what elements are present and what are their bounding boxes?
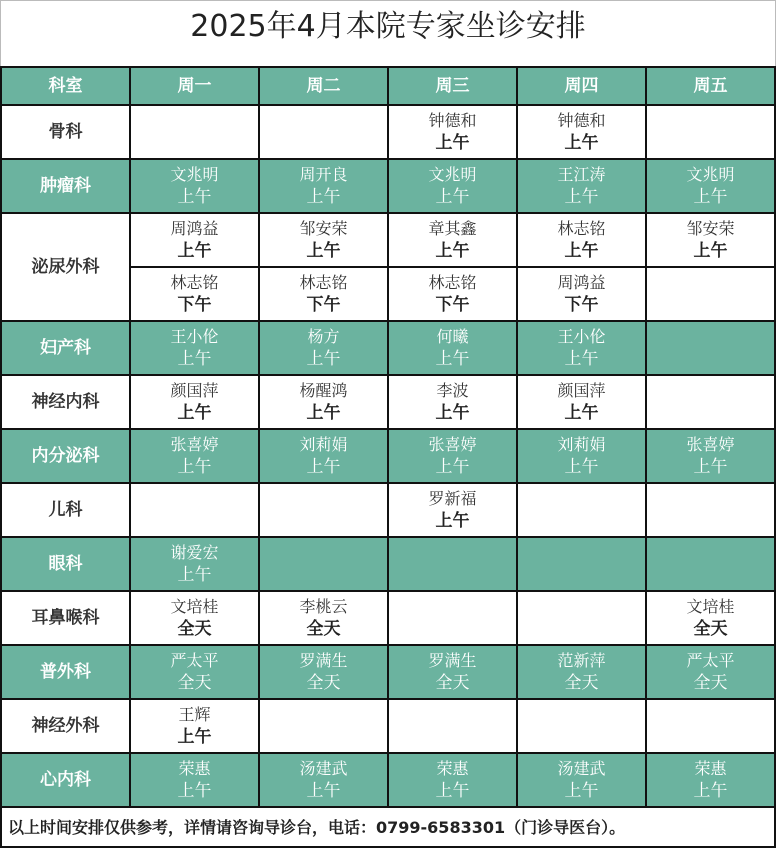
session-time: 上午 (177, 241, 212, 261)
table-header-row (1, 67, 775, 105)
schedule-cell (646, 105, 775, 159)
table-row (1, 159, 775, 213)
schedule-cell (646, 537, 775, 591)
schedule-cell (130, 105, 259, 159)
doctor-name: 严太平 (170, 651, 219, 670)
schedule-cell (646, 375, 775, 429)
session-time: 上午 (435, 403, 470, 423)
session-time: 全天 (177, 619, 212, 639)
table-row (1, 429, 775, 483)
schedule-cell (259, 375, 388, 429)
session-time: 上午 (564, 403, 599, 423)
doctor-name: 杨醒鸿 (299, 381, 348, 400)
doctor-name: 文兆明 (428, 165, 477, 184)
doctor-name: 林志铭 (299, 273, 348, 292)
schedule-cell (517, 267, 646, 321)
doctor-name: 刘莉娟 (299, 435, 348, 454)
schedule-cell (646, 753, 775, 807)
table-row (1, 645, 775, 699)
schedule-cell (517, 213, 646, 267)
doctor-name: 严太平 (686, 651, 735, 670)
schedule-cell (259, 159, 388, 213)
schedule-cell (646, 591, 775, 645)
session-time: 上午 (564, 187, 599, 207)
doctor-name: 文培桂 (170, 597, 219, 616)
schedule-cell (130, 375, 259, 429)
session-time: 下午 (306, 295, 341, 315)
doctor-name: 罗满生 (299, 651, 348, 670)
session-time: 下午 (435, 295, 470, 315)
doctor-name: 刘莉娟 (557, 435, 606, 454)
schedule-cell (646, 429, 775, 483)
doctor-name: 颜国萍 (557, 381, 606, 400)
session-time: 全天 (564, 673, 599, 693)
schedule-cell (388, 159, 517, 213)
session-time: 上午 (177, 457, 212, 477)
doctor-name: 张喜婷 (428, 435, 477, 454)
dept-cell: 妇产科 (1, 321, 130, 375)
header-day: 周四 (517, 67, 646, 105)
table-row (1, 537, 775, 591)
header-day: 周三 (388, 67, 517, 105)
dept-cell: 神经内科 (1, 375, 130, 429)
session-time: 上午 (177, 781, 212, 801)
schedule-cell (259, 267, 388, 321)
session-time: 全天 (177, 673, 212, 693)
session-time: 上午 (564, 457, 599, 477)
schedule-cell (259, 753, 388, 807)
schedule-cell (388, 267, 517, 321)
schedule-cell (130, 159, 259, 213)
dept-cell: 神经外科 (1, 699, 130, 753)
doctor-name: 汤建武 (299, 759, 348, 778)
session-time: 上午 (306, 241, 341, 261)
session-time: 上午 (306, 457, 341, 477)
session-time: 上午 (435, 241, 470, 261)
session-time: 上午 (564, 349, 599, 369)
session-time: 上午 (435, 457, 470, 477)
schedule-cell (646, 213, 775, 267)
session-time: 上午 (435, 349, 470, 369)
doctor-name: 汤建武 (557, 759, 606, 778)
header-day: 周五 (646, 67, 775, 105)
doctor-name: 杨方 (307, 327, 340, 346)
dept-cell: 耳鼻喉科 (1, 591, 130, 645)
session-time: 全天 (306, 619, 341, 639)
doctor-name: 王小伦 (557, 327, 606, 346)
session-time: 上午 (177, 187, 212, 207)
doctor-name: 林志铭 (428, 273, 477, 292)
schedule-cell (130, 429, 259, 483)
schedule-cell (646, 159, 775, 213)
schedule-cell (388, 375, 517, 429)
table-row (1, 483, 775, 537)
doctor-name: 罗满生 (428, 651, 477, 670)
doctor-name: 张喜婷 (686, 435, 735, 454)
dept-cell: 肿瘤科 (1, 159, 130, 213)
schedule-cell (259, 537, 388, 591)
session-time: 全天 (693, 673, 728, 693)
schedule-cell (259, 321, 388, 375)
schedule-cell (259, 213, 388, 267)
doctor-name: 谢爱宏 (170, 543, 219, 562)
doctor-name: 荣惠 (436, 759, 469, 778)
schedule-cell (130, 213, 259, 267)
schedule-cell (517, 321, 646, 375)
doctor-name: 王辉 (178, 705, 211, 724)
session-time: 全天 (693, 619, 728, 639)
session-time: 上午 (306, 403, 341, 423)
schedule-cell (646, 483, 775, 537)
doctor-name: 荣惠 (694, 759, 727, 778)
session-time: 上午 (435, 187, 470, 207)
table-row (1, 213, 775, 267)
session-time: 上午 (564, 781, 599, 801)
doctor-name: 颜国萍 (170, 381, 219, 400)
table-row (1, 321, 775, 375)
doctor-name: 周开良 (299, 165, 348, 184)
table-row (1, 105, 775, 159)
dept-cell: 儿科 (1, 483, 130, 537)
session-time: 上午 (693, 241, 728, 261)
doctor-name: 何曦 (436, 327, 469, 346)
schedule-cell (388, 321, 517, 375)
session-time: 上午 (435, 511, 470, 531)
schedule-cell (646, 699, 775, 753)
doctor-name: 文兆明 (686, 165, 735, 184)
dept-cell: 普外科 (1, 645, 130, 699)
schedule-cell (130, 753, 259, 807)
doctor-name: 王江涛 (557, 165, 606, 184)
schedule-cell (388, 645, 517, 699)
schedule-cell (388, 105, 517, 159)
doctor-name: 钟德和 (428, 111, 477, 130)
doctor-name: 章其鑫 (428, 219, 477, 238)
doctor-name: 邹安荣 (686, 219, 735, 238)
schedule-table (0, 66, 776, 808)
schedule-cell (517, 429, 646, 483)
doctor-name: 周鸿益 (170, 219, 219, 238)
schedule-cell (130, 537, 259, 591)
schedule-cell (646, 645, 775, 699)
schedule-cell (130, 321, 259, 375)
footer-note: 以上时间安排仅供参考，详情请咨询导诊台，电话：0799-6583301（门诊导医台）。 (0, 808, 776, 848)
doctor-name: 邹安荣 (299, 219, 348, 238)
doctor-name: 林志铭 (170, 273, 219, 292)
session-time: 全天 (435, 673, 470, 693)
session-time: 上午 (435, 781, 470, 801)
dept-cell: 内分泌科 (1, 429, 130, 483)
schedule-cell (259, 645, 388, 699)
session-time: 上午 (306, 781, 341, 801)
page-title: 2025年4月本院专家坐诊安排 (0, 0, 776, 66)
session-time: 上午 (435, 133, 470, 153)
schedule-cell (259, 591, 388, 645)
doctor-name: 周鸿益 (557, 273, 606, 292)
doctor-name: 张喜婷 (170, 435, 219, 454)
schedule-cell (517, 105, 646, 159)
schedule-cell (517, 753, 646, 807)
schedule-cell (517, 483, 646, 537)
session-time: 上午 (177, 727, 212, 747)
schedule-cell (388, 429, 517, 483)
doctor-name: 文兆明 (170, 165, 219, 184)
session-time: 下午 (177, 295, 212, 315)
schedule-cell (646, 321, 775, 375)
schedule-cell (130, 591, 259, 645)
schedule-cell (130, 267, 259, 321)
schedule-cell (259, 483, 388, 537)
doctor-name: 罗新福 (428, 489, 477, 508)
schedule-cell (259, 429, 388, 483)
session-time: 上午 (177, 349, 212, 369)
doctor-name: 王小伦 (170, 327, 219, 346)
table-row (1, 699, 775, 753)
schedule-cell (259, 105, 388, 159)
session-time: 上午 (306, 187, 341, 207)
dept-cell: 心内科 (1, 753, 130, 807)
schedule-cell (388, 213, 517, 267)
session-time: 上午 (693, 187, 728, 207)
schedule-cell (517, 591, 646, 645)
schedule-cell (130, 699, 259, 753)
schedule-cell (517, 645, 646, 699)
dept-cell: 眼科 (1, 537, 130, 591)
doctor-name: 李桃云 (299, 597, 348, 616)
header-day: 周一 (130, 67, 259, 105)
session-time: 上午 (177, 403, 212, 423)
doctor-name: 钟德和 (557, 111, 606, 130)
schedule-cell (130, 645, 259, 699)
doctor-name: 李波 (436, 381, 469, 400)
doctor-name: 林志铭 (557, 219, 606, 238)
schedule-cell (388, 483, 517, 537)
header-dept: 科室 (1, 67, 130, 105)
session-time: 上午 (177, 565, 212, 585)
schedule-cell (517, 699, 646, 753)
schedule-cell (388, 699, 517, 753)
session-time: 下午 (564, 295, 599, 315)
dept-cell: 骨科 (1, 105, 130, 159)
schedule-cell (388, 591, 517, 645)
session-time: 上午 (564, 133, 599, 153)
session-time: 上午 (693, 457, 728, 477)
schedule-cell (130, 483, 259, 537)
schedule-cell (259, 699, 388, 753)
schedule-cell (517, 375, 646, 429)
session-time: 全天 (306, 673, 341, 693)
schedule-cell (517, 159, 646, 213)
session-time: 上午 (306, 349, 341, 369)
doctor-name: 荣惠 (178, 759, 211, 778)
doctor-name: 文培桂 (686, 597, 735, 616)
doctor-name: 范新萍 (557, 651, 606, 670)
schedule-cell (517, 537, 646, 591)
table-row (1, 591, 775, 645)
session-time: 上午 (564, 241, 599, 261)
dept-cell: 泌尿外科 (1, 213, 130, 321)
schedule-cell (388, 537, 517, 591)
schedule-cell (388, 753, 517, 807)
table-row (1, 375, 775, 429)
header-day: 周二 (259, 67, 388, 105)
schedule-cell (646, 267, 775, 321)
session-time: 上午 (693, 781, 728, 801)
table-row (1, 753, 775, 807)
